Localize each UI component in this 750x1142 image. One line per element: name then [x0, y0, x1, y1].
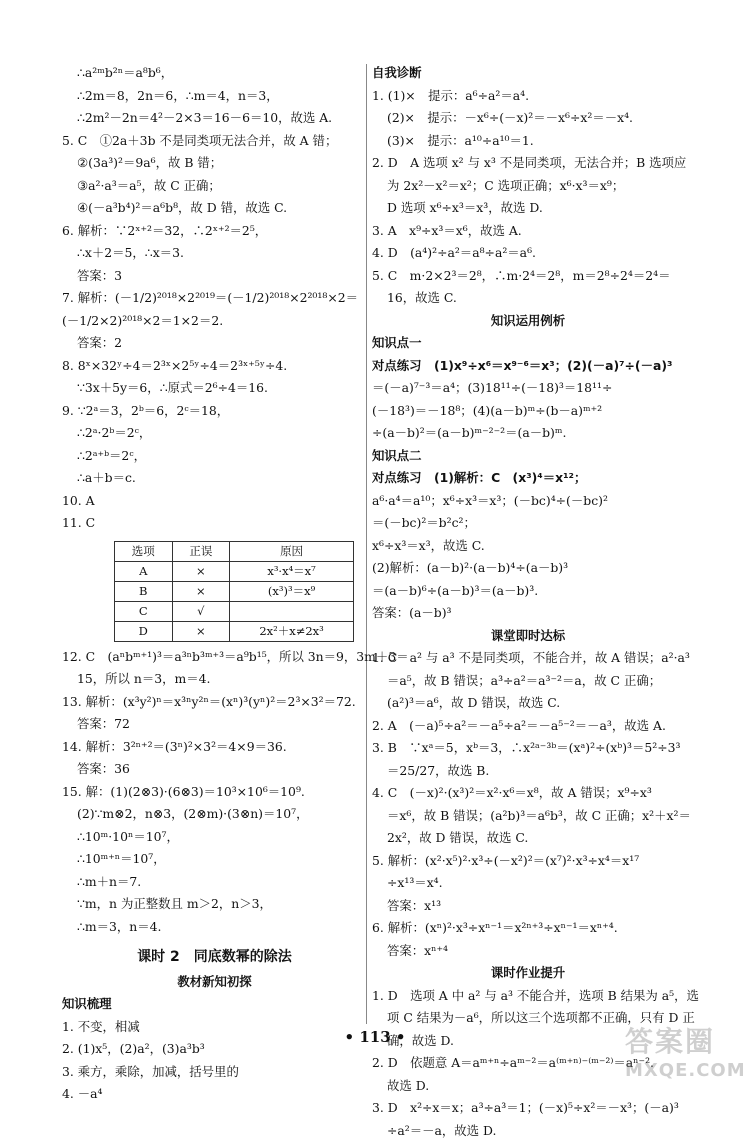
answer-line: 2. D A 选项 x² 与 x³ 不是同类项，无法合并；B 选项应 [372, 152, 684, 175]
answer-line: a⁶·a⁴＝a¹⁰；x⁶÷x³＝x³；(－bc)⁴÷(－bc)² [372, 490, 684, 513]
answer-line: (2)解析：(a－b)²·(a－b)⁴÷(a－b)³ [372, 557, 684, 580]
answer-line: 答案：x¹³ [372, 895, 684, 918]
answer-line: ③a²·a³＝a⁵，故 C 正确； [62, 175, 367, 198]
answer-line: 6. 解析：∵2ˣ⁺²＝32，∴2ˣ⁺²＝2⁵， [62, 220, 367, 243]
answer-line: 答案：(a－b)³ [372, 602, 684, 625]
answer-line: ②(3a³)²＝9a⁶，故 B 错； [62, 152, 367, 175]
answer-line: 12. C (aⁿbᵐ⁺¹)³＝a³ⁿb³ᵐ⁺³＝a⁹b¹⁵，所以 3n＝9，3m＋3＝ [62, 646, 367, 669]
knowledge-item: 3. 乘方，乘除，加减，括号里的 [62, 1061, 367, 1084]
answer-line: x⁶÷x³＝x³，故选 C. [372, 535, 684, 558]
classroom-block [372, 647, 684, 962]
table-cell: √ [172, 601, 230, 621]
table-cell: x³·x⁴＝x⁷ [230, 561, 354, 581]
table-cell [230, 601, 354, 621]
answer-line: 6. 解析：(xⁿ)²·x³÷xⁿ⁻¹＝x²ⁿ⁺³÷xⁿ⁻¹＝xⁿ⁺⁴. [372, 917, 684, 940]
answer-line: ＝(a－b)⁶÷(a－b)³＝(a－b)³. [372, 580, 684, 603]
table-row [115, 621, 354, 641]
section-new-knowledge: 教材新知初探 [62, 971, 367, 994]
section-classroom: 课堂即时达标 [372, 625, 684, 648]
point-one-heading: 知识点一 [372, 332, 684, 355]
table-header-cell: 选项 [115, 541, 173, 561]
answer-line: (－1/2×2)²⁰¹⁸×2＝1×2＝2. [62, 310, 367, 333]
watermark-logo [625, 1020, 743, 1078]
answer-line: ④(－a³b⁴)²＝a⁶b⁸，故 D 错，故选 C. [62, 197, 367, 220]
answer-line: 3. A x⁹÷x³＝x⁶，故选 A. [372, 220, 684, 243]
answer-line: ＝a⁵，故 B 错误；a³÷a²＝a³⁻²＝a，故 C 正确； [372, 670, 684, 693]
answer-line: ∴2ᵃ⁺ᵇ＝2ᶜ， [62, 445, 367, 468]
answer-line: 确，故选 D. [372, 1030, 684, 1053]
table-row [115, 581, 354, 601]
answer-line: (2)∵m⊗2，n⊗3，(2⊗m)·(3⊗n)＝10⁷， [62, 803, 367, 826]
answer-line: 答案：36 [62, 758, 367, 781]
answer-line: 答案：72 [62, 713, 367, 736]
table-cell: D [115, 621, 173, 641]
answer-line: 为 2x²－x²＝x²；C 选项正确；x⁶·x³＝x⁹； [372, 175, 684, 198]
answer-line: ∴2ᵃ·2ᵇ＝2ᶜ， [62, 422, 367, 445]
answer-line: 2. D 依题意 A＝aᵐ⁺ⁿ÷aᵐ⁻²＝a⁽ᵐ⁺ⁿ⁾⁻⁽ᵐ⁻²⁾＝aⁿ⁻². [372, 1052, 684, 1075]
answer-line: 7. 解析：(－1/2)²⁰¹⁸×2²⁰¹⁹＝(－1/2)²⁰¹⁸×2²⁰¹⁸×2＝ [62, 287, 367, 310]
knowledge-item: 2. (1)x⁵，(2)a²，(3)a³b³ [62, 1038, 367, 1061]
answer-line: ＝(－bc)²＝b²c²； [372, 512, 684, 535]
table-cell: (x³)³＝x⁹ [230, 581, 354, 601]
left-column [62, 62, 367, 1106]
answer-line: 5. C m·2×2³＝2⁸，∴m·2⁴＝2⁸，m＝2⁸÷2⁴＝2⁴＝ [372, 265, 684, 288]
answer-line: ∵3x＋5y＝6，∴原式＝2⁶÷4＝16. [62, 377, 367, 400]
lesson-title: 课时 2 同底数幂的除法 [62, 946, 367, 969]
answer-line: 项 C 结果为－a⁶，所以这三个选项都不正确，只有 D 正 [372, 1007, 684, 1030]
section-example: 知识运用例析 [372, 310, 684, 333]
answer-line: 1. D 选项 A 中 a² 与 a³ 不能合并，选项 B 结果为 a⁵，选 [372, 985, 684, 1008]
answer-line: ∴10ᵐ⁺ⁿ＝10⁷， [62, 848, 367, 871]
answer-line: 11. C [62, 512, 367, 535]
left-answers-block-2 [62, 646, 367, 939]
point-two-heading: 知识点二 [372, 445, 684, 468]
answer-line: D 选项 x⁶÷x³＝x³，故选 D. [372, 197, 684, 220]
answer-line: 故选 D. [372, 1075, 684, 1098]
point-one-block [372, 355, 684, 445]
answer-line: 8. 8ˣ×32ʸ÷4＝2³ˣ×2⁵ʸ÷4＝2³ˣ⁺⁵ʸ÷4. [62, 355, 367, 378]
answer-line: 14. 解析：3²ⁿ⁺²＝(3ⁿ)²×3²＝4×9＝36. [62, 736, 367, 759]
table-body [115, 561, 354, 641]
point-two-block [372, 467, 684, 625]
answer-line: ∴m＝3，n＝4. [62, 916, 367, 939]
answer-line: (－18³)＝－18⁸；(4)(a－b)ᵐ÷(b－a)ᵐ⁺² [372, 400, 684, 423]
table-cell: × [172, 561, 230, 581]
answer-line: ÷(a－b)²＝(a－b)ᵐ⁻²⁻²＝(a－b)ᵐ. [372, 422, 684, 445]
right-column [372, 62, 684, 1142]
page-number: • 113 • [0, 1028, 750, 1046]
answer-line: ∴a＋b＝c. [62, 467, 367, 490]
answer-line: 3. B ∵xᵃ＝5，xᵇ＝3，∴x²ᵃ⁻³ᵇ＝(xᵃ)²÷(xᵇ)³＝5²÷3³ [372, 737, 684, 760]
answer-line: ∴2m²－2n＝4²－2×3＝16－6＝10，故选 A. [62, 107, 367, 130]
answer-line: ∴x＋2＝5，∴x＝3. [62, 242, 367, 265]
left-answers-block-1 [62, 62, 367, 535]
answer-line: 2x²，故 D 错误，故选 C. [372, 827, 684, 850]
answer-line: 答案：2 [62, 332, 367, 355]
answer-line: 对点练习 (1)解析：C (x³)⁴＝x¹²； [372, 467, 684, 490]
answer-line: 10. A [62, 490, 367, 513]
answer-line: 13. 解析：(x³y²)ⁿ＝x³ⁿy²ⁿ＝(xⁿ)³(yⁿ)²＝2³×3²＝72. [62, 691, 367, 714]
answer-line: 9. ∵2ᵃ＝3，2ᵇ＝6，2ᶜ＝18， [62, 400, 367, 423]
table-cell: C [115, 601, 173, 621]
answer-line: 答案：3 [62, 265, 367, 288]
answer-line: ∴m＋n＝7. [62, 871, 367, 894]
table-cell: 2x²＋x≠2x³ [230, 621, 354, 641]
self-diagnosis-heading: 自我诊断 [372, 62, 684, 85]
answer-line: 答案：xⁿ⁺⁴ [372, 940, 684, 963]
answer-line: 1. C a² 与 a³ 不是同类项，不能合并，故 A 错误；a²·a³ [372, 647, 684, 670]
answer-line: ∴2m＝8，2n＝6，∴m＝4，n＝3， [62, 85, 367, 108]
answer-line: (a²)³＝a⁶，故 D 错误，故选 C. [372, 692, 684, 715]
answer-line: 4. C (－x)²·(x³)²＝x²·x⁶＝x⁸，故 A 错误；x⁹÷x³ [372, 782, 684, 805]
answer-line: ∴10ᵐ·10ⁿ＝10⁷， [62, 826, 367, 849]
answer-line: ＝x⁶，故 B 错误；(a²b)³＝a⁶b³，故 C 正确；x²＋x²＝ [372, 805, 684, 828]
answer-line: ∴a²ᵐb²ⁿ＝a⁸b⁶， [62, 62, 367, 85]
watermark-url: MXQE.COM [625, 1060, 743, 1081]
answer-line: ÷a²＝－a，故选 D. [372, 1120, 684, 1142]
answer-line: (3)× 提示：a¹⁰÷a¹⁰＝1. [372, 130, 684, 153]
answer-line: 5. 解析：(x²·x⁵)²·x³÷(－x²)²＝(x⁷)²·x³÷x⁴＝x¹⁷ [372, 850, 684, 873]
reason-table [114, 541, 354, 642]
answer-line: 4. D (a⁴)²÷a²＝a⁸÷a²＝a⁶. [372, 242, 684, 265]
answer-line: 16，故选 C. [372, 287, 684, 310]
table-cell: × [172, 621, 230, 641]
table-row [115, 561, 354, 581]
table-header-cell: 原因 [230, 541, 354, 561]
answer-line: 5. C ①2a＋3b 不是同类项无法合并，故 A 错； [62, 130, 367, 153]
knowledge-item: 1. 不变，相减 [62, 1016, 367, 1039]
table-header-row [115, 541, 354, 561]
knowledge-heading: 知识梳理 [62, 993, 367, 1016]
table-header-cell: 正误 [172, 541, 230, 561]
answer-line: ÷x¹³＝x⁴. [372, 872, 684, 895]
section-homework: 课时作业提升 [372, 962, 684, 985]
answer-line: ＝(－a)⁷⁻³＝a⁴；(3)18¹¹÷(－18)³＝18¹¹÷ [372, 377, 684, 400]
answer-line: 2. A (－a)⁵÷a²＝－a⁵÷a²＝－a⁵⁻²＝－a³，故选 A. [372, 715, 684, 738]
answer-line: 15，所以 n＝3，m＝4. [62, 668, 367, 691]
watermark-text: 答案圈 [625, 1020, 743, 1060]
answer-line: ∵m，n 为正整数且 m＞2，n＞3， [62, 893, 367, 916]
answer-line: 1. (1)× 提示：a⁶÷a²＝a⁴. [372, 85, 684, 108]
answer-line: 对点练习 (1)x⁹÷x⁶＝x⁹⁻⁶＝x³；(2)(－a)⁷÷(－a)³ [372, 355, 684, 378]
answer-line: (2)× 提示：－x⁶÷(－x)²＝－x⁶÷x²＝－x⁴. [372, 107, 684, 130]
answer-line: 3. D x²÷x＝x；a³÷a³＝1；(－x)⁵÷x²＝－x³；(－a)³ [372, 1097, 684, 1120]
table-cell: B [115, 581, 173, 601]
table-cell: A [115, 561, 173, 581]
self-diagnosis-block [372, 85, 684, 310]
table-cell: × [172, 581, 230, 601]
table-row [115, 601, 354, 621]
answer-line: 15. 解：(1)(2⊗3)·(6⊗3)＝10³×10⁶＝10⁹. [62, 781, 367, 804]
answer-line: ＝25/27，故选 B. [372, 760, 684, 783]
knowledge-item: 4. －a⁴ [62, 1083, 367, 1106]
